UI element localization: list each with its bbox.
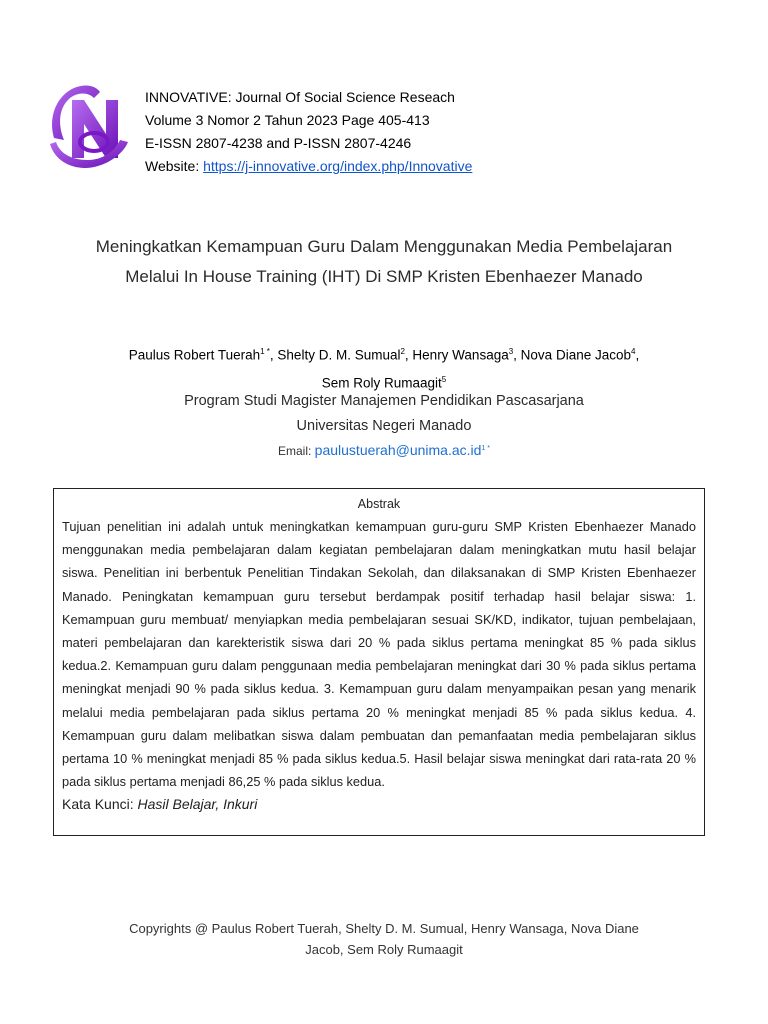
website-label: Website: xyxy=(145,158,204,174)
journal-issn: E-ISSN 2807-4238 and P-ISSN 2807-4246 xyxy=(145,135,412,151)
author-5-sup: 5 xyxy=(441,374,447,384)
email-row xyxy=(60,442,708,458)
title-line-2: Melalui In House Training (IHT) Di SMP Kristen Ebenhaezer Manado xyxy=(125,267,643,286)
author-line-1 xyxy=(60,340,708,368)
affiliation xyxy=(60,389,708,439)
paper-title xyxy=(40,232,728,292)
abstract-body: Tujuan penelitian ini adalah untuk meningkatkan kemampuan guru-guru SMP Kristen Ebenhaezer Manado menggunakan media pembelajaran dalam kegiatan pembelajaran dalam meningkatkan mutu hasil belajar siswa. Penelitian ini berbentuk Penelitian Tindakan Sekolah, dan dilaksanakan di SMP Kristen Ebenhaezer Manado. Peningkatan kemampuan guru tersebut berdampak positif terhadap hasil belajar siswa: 1. Kemampuan guru membuat/ menyiapkan media pembelajaran sesuai SK/KD, indikator, tujuan pembelajaan, materi pembelajaran dan karekteristik siswa dari 20 % pada siklus pertama meningkat 85 % pada siklus kedua.2. Kemampuan guru dalam penggunaan media pembelajaran meningkat dari 30 % pada siklus pertama meningkat menjadi 90 % pada siklus kedua. 3. Kemampuan guru dalam menyampaikan pesan yang menarik melalui media pembelajaran pada siklus pertama 20 % meningkat menjadi 85 % pada siklus kedua. 4. Kemampuan guru dalam melibatkan siswa dalam pembuatan dan pemanfaatan media pembelajaran siklus pertama 10 % meningkat menjadi 85 % pada siklus kedua.5. Hasil belajar siswa meningkat dari rata-rata 20 % pada siklus pertama menjadi 86,25 % pada siklus kedua. xyxy=(62,519,696,790)
author-4-sup: 4 xyxy=(631,347,636,356)
author-2-sup: 2 xyxy=(400,347,405,356)
author-list xyxy=(60,340,708,395)
email-sup: 1 * xyxy=(481,445,490,452)
title-line-1: Meningkatkan Kemampuan Guru Dalam Menggunakan Media Pembelajaran xyxy=(95,237,673,256)
journal-volume: Volume 3 Nomor 2 Tahun 2023 Page 405-413 xyxy=(145,112,430,128)
affiliation-university: Universitas Negeri Manado xyxy=(296,418,472,434)
copyright-footer xyxy=(100,918,668,960)
author-4-tail: , xyxy=(635,347,640,363)
website-link[interactable]: https://j-innovative.org/index.php/Innovative xyxy=(203,158,473,174)
affiliation-program: Program Studi Magister Manajemen Pendidikan Pascasarjana xyxy=(184,393,584,409)
keywords-values: Hasil Belajar, Inkuri xyxy=(137,796,258,813)
author-4: , Nova Diane Jacob xyxy=(513,347,631,363)
author-3: , Henry Wansaga xyxy=(404,347,509,363)
abstract-heading: Abstrak xyxy=(357,497,401,511)
copyright-line-2: Jacob, Sem Roly Rumaagit xyxy=(305,942,463,957)
email-label: Email: xyxy=(277,444,315,458)
author-5: Sem Roly Rumaagit xyxy=(321,375,442,390)
journal-website xyxy=(145,155,472,178)
journal-info xyxy=(145,86,472,178)
innovative-journal-logo xyxy=(44,78,134,174)
keywords xyxy=(62,793,696,815)
keywords-label: Kata Kunci: xyxy=(62,796,138,813)
author-1-sup: 1 * xyxy=(260,347,270,356)
abstract-box xyxy=(53,488,705,836)
copyright-line-1: Copyrights @ Paulus Robert Tuerah, Shelty D. M. Sumual, Henry Wansaga, Nova Diane xyxy=(129,921,639,936)
author-2: , Shelty D. M. Sumual xyxy=(269,347,401,363)
author-3-sup: 3 xyxy=(508,347,514,356)
email-address[interactable]: paulustuerah@unima.ac.id xyxy=(314,442,482,458)
author-1: Paulus Robert Tuerah xyxy=(128,347,261,363)
journal-name: INNOVATIVE: Journal Of Social Science Reseach xyxy=(145,89,455,105)
